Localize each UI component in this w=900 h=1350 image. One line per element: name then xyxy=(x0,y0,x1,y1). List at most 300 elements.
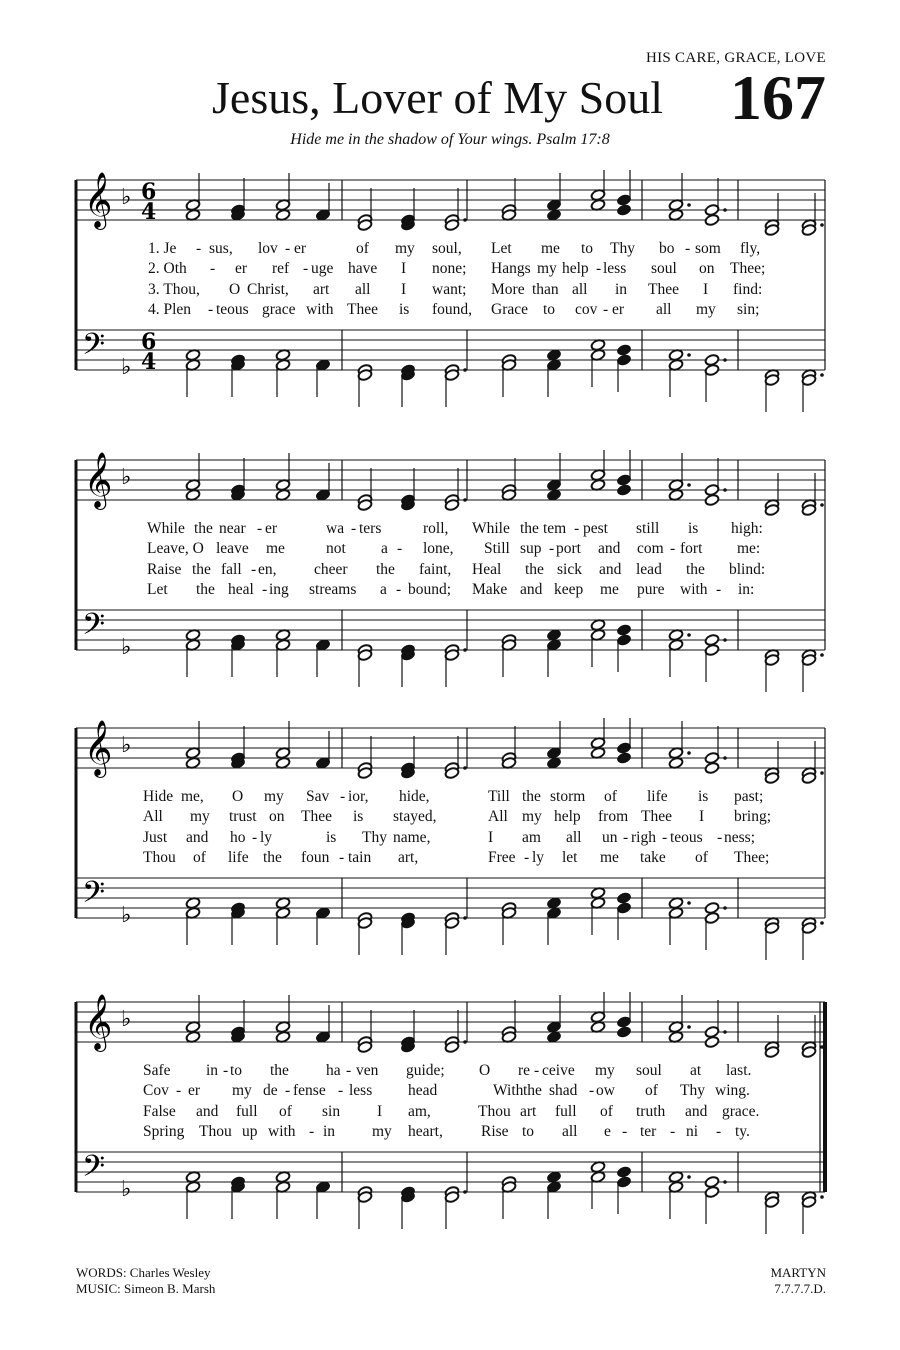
lyric-syllable: is xyxy=(399,300,410,318)
note-head xyxy=(616,624,631,637)
lyric-syllable: take xyxy=(640,848,666,866)
lyric-syllable: Thee xyxy=(301,808,332,826)
lyric-syllable: Spring xyxy=(143,1122,185,1140)
lyric-syllable: less xyxy=(603,260,627,278)
note-head xyxy=(275,1181,290,1194)
lyric-syllable: find: xyxy=(733,280,763,298)
lyric-line-verse-1 xyxy=(0,1062,900,1082)
lyric-syllable: sin xyxy=(322,1102,341,1120)
topic-heading: HIS CARE, GRACE, LOVE xyxy=(645,50,826,66)
note-head xyxy=(315,757,330,770)
lyric-syllable: streams xyxy=(309,580,357,598)
lyric-syllable: still xyxy=(636,520,660,537)
lyric-syllable: - xyxy=(716,580,722,598)
note-head xyxy=(185,359,200,372)
lyric-syllable: all xyxy=(562,1122,578,1140)
lyric-syllable: ly xyxy=(260,828,273,846)
lyric-syllable: tain xyxy=(348,848,372,866)
lyric-syllable: of xyxy=(279,1102,292,1120)
dot xyxy=(820,921,824,925)
note-head xyxy=(185,1031,200,1044)
lyric-syllable: - xyxy=(196,240,202,257)
lyric-syllable: ho xyxy=(230,828,246,846)
lyric-syllable: Leave, O xyxy=(147,540,204,558)
lyric-syllable: in xyxy=(206,1062,219,1079)
lyric-syllable: guide; xyxy=(406,1062,445,1079)
dot xyxy=(463,648,467,652)
lyric-syllable: Cov xyxy=(143,1082,169,1100)
note-head xyxy=(616,892,631,905)
lyric-syllable: with xyxy=(268,1122,296,1140)
dot xyxy=(820,503,824,507)
note-head xyxy=(616,344,631,357)
note-head xyxy=(668,1181,683,1194)
lyric-syllable: on xyxy=(269,808,285,826)
note-head xyxy=(546,1021,561,1034)
time-signature-bottom: 4 xyxy=(141,199,157,225)
lyric-line-verse-3 xyxy=(0,281,900,301)
dot xyxy=(723,208,727,212)
lyric-syllable: I xyxy=(703,280,709,298)
lyric-syllable: Thee xyxy=(648,280,679,298)
lyric-syllable: to xyxy=(543,300,556,318)
dot xyxy=(723,358,727,362)
lyric-syllable: trust xyxy=(229,808,257,826)
time-signature-bottom: 4 xyxy=(141,349,157,375)
dot xyxy=(820,1195,824,1199)
credits-left xyxy=(76,1265,215,1297)
lyric-syllable: Thee; xyxy=(734,848,770,866)
lyric-syllable: and xyxy=(186,828,209,846)
note-head xyxy=(546,747,561,760)
lyric-line-verse-4 xyxy=(0,581,900,601)
tune-name: MARTYN xyxy=(770,1265,826,1280)
lyric-syllable: I xyxy=(377,1102,383,1120)
dot xyxy=(463,766,467,770)
lyric-syllable: - xyxy=(670,1122,676,1140)
lyric-syllable: grace xyxy=(262,300,296,318)
note-head xyxy=(315,1181,330,1194)
lyric-syllable: the xyxy=(376,560,395,578)
note-head xyxy=(546,359,561,372)
lyric-line-verse-3 xyxy=(0,1103,900,1123)
lyric-syllable: Let xyxy=(147,580,168,598)
lyric-line-verse-4 xyxy=(0,1123,900,1143)
note-head xyxy=(185,1181,200,1194)
bass-clef-icon: 𝄢 xyxy=(82,876,106,917)
lyric-syllable: of xyxy=(645,1082,658,1100)
lyric-syllable: Thy xyxy=(362,828,387,846)
lyric-syllable: foun xyxy=(301,848,330,866)
lyric-syllable: Just xyxy=(143,828,168,846)
dot xyxy=(687,1175,691,1179)
lyric-syllable: - xyxy=(549,540,555,558)
lyric-syllable: my xyxy=(190,808,210,826)
lyric-syllable: to xyxy=(522,1122,535,1140)
note-head xyxy=(616,354,631,367)
lyric-syllable: Thou xyxy=(143,848,176,866)
lyric-syllable: All xyxy=(143,808,163,826)
lyric-syllable: O xyxy=(479,1062,491,1079)
lyric-syllable: - xyxy=(210,260,216,278)
lyric-syllable: of xyxy=(193,848,206,866)
flat-key-signature-icon: ♭ xyxy=(121,903,132,928)
lyric-syllable: I xyxy=(401,280,407,298)
lyric-syllable: som xyxy=(695,240,721,257)
lyric-syllable: - xyxy=(397,540,403,558)
lyric-syllable: Heal xyxy=(472,560,502,578)
lyric-syllable: none; xyxy=(432,260,467,278)
meter: 7.7.7.7.D. xyxy=(774,1281,826,1296)
lyric-syllable: - xyxy=(340,788,346,805)
lyric-syllable: fall xyxy=(221,560,242,578)
lyric-syllable: righ xyxy=(631,828,656,846)
note-head xyxy=(704,1036,719,1049)
lyric-syllable: life xyxy=(228,848,249,866)
lyric-syllable: Safe xyxy=(143,1062,171,1079)
lyric-syllable: Make xyxy=(472,580,508,598)
lyric-syllable: the xyxy=(194,520,213,537)
lyric-syllable: - xyxy=(285,1082,291,1100)
note-head xyxy=(590,349,605,362)
dot xyxy=(820,223,824,227)
lyric-syllable: art xyxy=(520,1102,537,1120)
dot xyxy=(687,353,691,357)
lyric-syllable: uge xyxy=(311,260,334,278)
music-system-2 xyxy=(0,450,900,700)
lyric-syllable: the xyxy=(522,788,541,805)
note-head xyxy=(704,644,719,657)
lyric-syllable: all xyxy=(566,828,582,846)
treble-clef-icon: 𝄞 xyxy=(84,172,113,228)
note-head xyxy=(616,1016,631,1029)
lyric-syllable: Still xyxy=(484,540,510,558)
lyric-syllable: the xyxy=(520,520,539,537)
note-head xyxy=(668,209,683,222)
note-head xyxy=(546,479,561,492)
lyric-syllable: en, xyxy=(258,560,277,578)
note-head xyxy=(275,1031,290,1044)
lyric-syllable: - xyxy=(223,1062,229,1079)
lyric-syllable: ior, xyxy=(348,788,369,805)
lyric-syllable: bound; xyxy=(408,580,452,598)
lyric-line-verse-3 xyxy=(0,829,900,849)
note-head xyxy=(668,489,683,502)
lyric-syllable: Till xyxy=(488,788,510,805)
lyric-syllable: is xyxy=(688,520,699,537)
lyric-syllable: up xyxy=(242,1122,258,1140)
note-head xyxy=(704,214,719,227)
treble-clef-icon: 𝄞 xyxy=(84,994,113,1050)
lyric-syllable: my xyxy=(537,260,557,278)
note-head xyxy=(275,907,290,920)
lyric-syllable: un xyxy=(602,828,618,846)
lyric-syllable: - xyxy=(717,828,723,846)
lyric-syllable: - xyxy=(208,300,214,318)
lyric-syllable: ha xyxy=(326,1062,341,1079)
lyric-syllable: my xyxy=(522,808,542,826)
lyric-syllable: and xyxy=(520,580,543,598)
lyric-syllable: sup xyxy=(520,540,542,558)
lyric-syllable: - xyxy=(589,1082,595,1100)
lyric-syllable: is xyxy=(353,808,364,826)
dot xyxy=(820,373,824,377)
lyric-syllable: pest xyxy=(583,520,608,537)
lyric-syllable: tem xyxy=(543,520,567,537)
lyric-syllable: ceive xyxy=(542,1062,575,1079)
lyric-syllable: and xyxy=(598,540,621,558)
note-head xyxy=(546,1031,561,1044)
dot xyxy=(463,916,467,920)
lyric-syllable: pure xyxy=(637,580,665,598)
note-head xyxy=(668,907,683,920)
note-head xyxy=(315,1031,330,1044)
flat-key-signature-icon: ♭ xyxy=(121,1007,132,1032)
lyric-syllable: in xyxy=(323,1122,336,1140)
lyric-syllable: fense xyxy=(293,1082,326,1100)
lyric-syllable: cov xyxy=(575,300,598,318)
scripture-reference: Hide me in the shadow of Your wings. Psalm 17:8 xyxy=(290,131,610,148)
dot xyxy=(463,368,467,372)
lyric-syllable: - xyxy=(716,1122,722,1140)
note-head xyxy=(185,757,200,770)
lyric-syllable: - xyxy=(662,828,668,846)
lyric-syllable: Rise xyxy=(481,1122,509,1140)
lyric-syllable: - xyxy=(534,1062,540,1079)
lyric-syllable: lead xyxy=(636,560,662,578)
lyric-syllable: art, xyxy=(398,848,419,866)
lyric-syllable: my xyxy=(232,1082,252,1100)
lyric-syllable: my xyxy=(395,240,415,257)
lyric-syllable: faint, xyxy=(419,560,452,578)
flat-key-signature-icon: ♭ xyxy=(121,635,132,660)
lyric-syllable: With xyxy=(493,1082,524,1100)
lyric-syllable: - xyxy=(257,520,263,537)
lyric-syllable: Hangs xyxy=(491,260,531,278)
note-head xyxy=(275,209,290,222)
time-signature-top: 6 xyxy=(141,179,157,205)
note-head xyxy=(546,1171,561,1184)
lyric-syllable: - xyxy=(670,540,676,558)
dot xyxy=(463,1190,467,1194)
note-head xyxy=(616,902,631,915)
lyric-syllable: ty. xyxy=(735,1122,750,1140)
lyric-syllable: all xyxy=(656,300,672,318)
note-head xyxy=(275,359,290,372)
dot xyxy=(463,1040,467,1044)
lyric-syllable: my xyxy=(595,1062,615,1079)
lyric-syllable: er xyxy=(294,240,307,257)
note-head xyxy=(616,1026,631,1039)
note-head xyxy=(546,907,561,920)
note-head xyxy=(616,484,631,497)
lyric-line-verse-2 xyxy=(0,1082,900,1102)
lyric-syllable: last. xyxy=(726,1062,752,1079)
note-head xyxy=(546,349,561,362)
lyric-syllable: art xyxy=(313,280,330,298)
note-head xyxy=(616,474,631,487)
lyric-syllable: sick xyxy=(557,560,582,578)
lyric-syllable: me xyxy=(541,240,560,257)
treble-clef-icon: 𝄞 xyxy=(84,452,113,508)
note-head xyxy=(185,639,200,652)
lyric-syllable: - xyxy=(303,260,309,278)
lyric-syllable: - xyxy=(309,1122,315,1140)
note-head xyxy=(668,1031,683,1044)
note-head xyxy=(590,897,605,910)
lyric-syllable: - xyxy=(338,1082,344,1100)
lyric-syllable: high: xyxy=(731,520,763,537)
lyric-syllable: 3. Thou, xyxy=(148,280,200,298)
lyric-syllable: and xyxy=(685,1102,708,1120)
note-head xyxy=(590,629,605,642)
lyric-syllable: Thy xyxy=(610,240,635,257)
lyric-syllable: ref xyxy=(272,260,290,278)
lyric-syllable: blind: xyxy=(729,560,766,578)
lyric-syllable: the xyxy=(523,1082,542,1100)
lyric-syllable: want; xyxy=(432,280,467,298)
lyric-syllable: is xyxy=(698,788,709,805)
lyric-syllable: all xyxy=(572,280,588,298)
lyric-syllable: bo xyxy=(659,240,675,257)
lyric-syllable: - xyxy=(285,240,291,257)
flat-key-signature-icon: ♭ xyxy=(121,1177,132,1202)
lyric-syllable: grace. xyxy=(722,1102,760,1120)
note-head xyxy=(616,742,631,755)
lyric-syllable: com xyxy=(637,540,664,558)
lyric-line-verse-4 xyxy=(0,849,900,869)
note-head xyxy=(185,209,200,222)
lyric-syllable: e xyxy=(604,1122,611,1140)
lyric-syllable: ter xyxy=(640,1122,657,1140)
lyric-syllable: have xyxy=(348,260,378,278)
lyric-syllable: teous xyxy=(216,300,249,318)
lyric-syllable: heal xyxy=(228,580,254,598)
lyric-syllable: all xyxy=(355,280,371,298)
lyric-syllable: - xyxy=(351,520,357,537)
music-system-3 xyxy=(0,718,900,968)
music-system-4 xyxy=(0,992,900,1242)
lyric-syllable: Thy xyxy=(680,1082,705,1100)
lyric-syllable: leave xyxy=(216,540,249,558)
lyric-syllable: ing xyxy=(269,580,289,598)
lyric-syllable: fort xyxy=(680,540,703,558)
dot xyxy=(687,1025,691,1029)
lyric-syllable: me xyxy=(600,580,619,598)
lyric-syllable: help xyxy=(554,808,581,826)
lyric-syllable: - xyxy=(262,580,268,598)
lyric-syllable: let xyxy=(562,848,578,866)
lyric-syllable: to xyxy=(230,1062,243,1079)
note-head xyxy=(275,489,290,502)
lyric-line-verse-3 xyxy=(0,561,900,581)
lyric-syllable: - xyxy=(396,580,402,598)
lyric-line-verse-1 xyxy=(0,520,900,540)
lyric-syllable: ters xyxy=(359,520,382,537)
lyric-syllable: - xyxy=(603,300,609,318)
note-head xyxy=(590,747,605,760)
lyric-syllable: me, xyxy=(181,788,204,805)
lyric-syllable: port xyxy=(556,540,581,558)
lyric-syllable: the xyxy=(192,560,211,578)
dot xyxy=(723,1030,727,1034)
lyric-syllable: life xyxy=(647,788,668,805)
lyric-syllable: soul xyxy=(636,1062,662,1079)
lyric-syllable: from xyxy=(598,808,629,826)
lyric-syllable: 2. Oth xyxy=(148,260,187,278)
lyric-line-verse-2 xyxy=(0,540,900,560)
lyric-syllable: and xyxy=(599,560,622,578)
lyric-syllable: heart, xyxy=(408,1122,443,1140)
lyric-syllable: Thou xyxy=(199,1122,232,1140)
lyric-syllable: O xyxy=(232,788,244,805)
music-credit: MUSIC: Simeon B. Marsh xyxy=(76,1281,216,1296)
lyric-syllable: of xyxy=(604,788,617,805)
note-head xyxy=(616,194,631,207)
lyric-syllable: Christ, xyxy=(247,280,289,298)
lyric-syllable: the xyxy=(196,580,215,598)
lyric-syllable: More xyxy=(491,280,525,298)
note-head xyxy=(616,634,631,647)
lyric-syllable: help xyxy=(562,260,589,278)
lyric-syllable: re xyxy=(518,1062,531,1079)
note-head xyxy=(315,489,330,502)
note-head xyxy=(590,1171,605,1184)
lyric-syllable: - xyxy=(596,260,602,278)
lyric-syllable: hide, xyxy=(399,788,430,805)
lyric-syllable: I xyxy=(401,260,407,278)
flat-key-signature-icon: ♭ xyxy=(121,355,132,380)
lyric-syllable: Hide xyxy=(143,788,174,805)
lyric-syllable: head xyxy=(408,1082,438,1100)
lyric-line-verse-2 xyxy=(0,808,900,828)
lyric-syllable: in: xyxy=(738,580,755,598)
lyric-line-verse-2 xyxy=(0,260,900,280)
lyric-syllable: Raise xyxy=(147,560,182,578)
dot xyxy=(687,633,691,637)
lyric-syllable: is xyxy=(326,828,337,846)
lyric-syllable: - xyxy=(524,848,530,866)
lyric-syllable: soul xyxy=(651,260,677,278)
lyric-syllable: O xyxy=(229,280,241,298)
note-head xyxy=(590,199,605,212)
lyric-syllable: Sav xyxy=(306,788,330,805)
lyric-syllable: my xyxy=(372,1122,392,1140)
lyric-syllable: not xyxy=(326,540,346,558)
lyric-syllable: lov xyxy=(258,240,278,257)
lyric-syllable: - xyxy=(685,240,691,257)
lyric-syllable: on xyxy=(699,260,715,278)
lyric-syllable: er xyxy=(235,260,248,278)
lyric-syllable: er xyxy=(612,300,625,318)
lyric-syllable: am, xyxy=(408,1102,431,1120)
lyric-syllable: - xyxy=(574,520,580,537)
lyric-syllable: me xyxy=(266,540,285,558)
lyric-syllable: All xyxy=(488,808,508,826)
lyric-syllable: de xyxy=(263,1082,278,1100)
dot xyxy=(463,498,467,502)
lyric-syllable: er xyxy=(188,1082,201,1100)
dot xyxy=(820,771,824,775)
note-head xyxy=(668,359,683,372)
lyric-syllable: fly, xyxy=(740,240,761,257)
lyric-line-verse-1 xyxy=(0,240,900,260)
lyric-syllable: Grace xyxy=(491,300,528,318)
lyric-syllable: of xyxy=(600,1102,613,1120)
lyric-syllable: the xyxy=(270,1062,289,1079)
lyric-syllable: the xyxy=(525,560,544,578)
lyric-syllable: ness; xyxy=(724,828,755,846)
